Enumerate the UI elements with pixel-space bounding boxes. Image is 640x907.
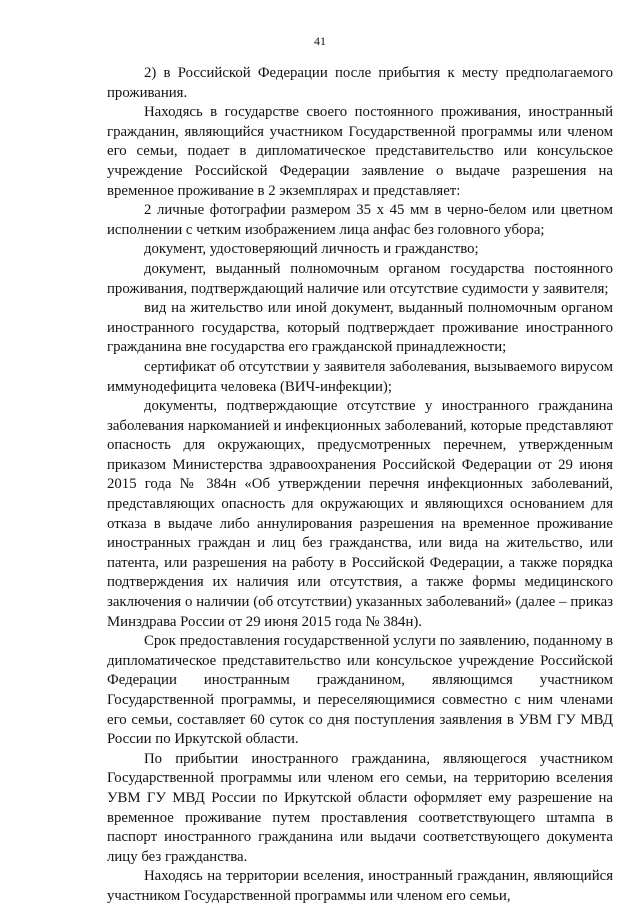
paragraph-5: документ, выданный полномочным органом государства постоянного проживания, подтверждающий наличие или отсутствие судимости у заявителя; (107, 260, 613, 297)
paragraph-10: По прибытии иностранного гражданина, являющегося участником Государственной программы или членом его семьи, на территорию вселения УВМ ГУ МВД России по Иркутской области оформляет ему разрешение на временное проживание путем проставления соответствующего штампа в паспорт иностранного гражданина или выдачи соответствующего документа лицу без гражданства. (107, 750, 613, 865)
paragraph-4: документ, удостоверяющий личность и гражданство; (144, 241, 479, 258)
paragraph-8: документы, подтверждающие отсутствие у иностранного гражданина заболевания наркоманией и инфекционных заболеваний, которые представляют опасность для окружающих, предусмотренных перечнем, утвержденным приказом Министерства здравоохранения Российской Федерации от 29 июня 2015 года № 384н «Об утверждении перечня инфекционных заболеваний, представляющих опасность для окружающих и являющихся основанием для отказа в выдаче либо аннулирования разрешения на временное проживание иностранных граждан и лиц без гражданства, или вида на жительство, или патента, или разрешения на работу в Российской Федерации, а также порядка подтверждения их наличия или отсутствия, а также формы медицинского заключения о наличии (об отсутствии) указанных заболеваний» (далее – приказ Минздрава России от 29 июня 2015 года № 384н). (107, 398, 613, 630)
paragraph-1: 2) в Российской Федерации после прибытия к месту предполагаемого проживания. (107, 65, 613, 101)
paragraph-7: сертификат об отсутствии у заявителя заболевания, вызываемого вирусом иммунодефицита человека (ВИЧ-инфекции); (107, 358, 613, 395)
paragraph-2: Находясь в государстве своего постоянного проживания, иностранный гражданин, являющийся участником Государственной программы или членом его семьи, подает в дипломатическое представительство или консульское учреждение Российской Федерации заявление о выдаче разрешения на временное проживание в 2 экземплярах и представляет: (107, 104, 613, 199)
paragraph-3: 2 личные фотографии размером 35 х 45 мм в черно-белом или цветном исполнении с четким изображением лица анфас без головного убора; (107, 202, 613, 238)
page-number: 41 (314, 34, 326, 48)
paragraph-11: Находясь на территории вселения, иностранный гражданин, являющийся участником Государственной программы или членом его семьи, (107, 868, 613, 904)
paragraph-6: вид на жительство или иной документ, выданный полномочным органом иностранного государства, который подтверждает проживание иностранного гражданина вне государства его гражданской принадлежности; (107, 300, 613, 356)
paragraph-9: Срок предоставления государственной услуги по заявлению, поданному в дипломатическое представительство или консульское учреждение Российской Федерации иностранным гражданином, являющимся участником Государственной программы, и переселяющимися совместно с ним членами его семьи, составляет 60 суток со дня поступления заявления в УВМ ГУ МВД России по Иркутской области. (107, 633, 613, 748)
document-body (107, 64, 613, 907)
